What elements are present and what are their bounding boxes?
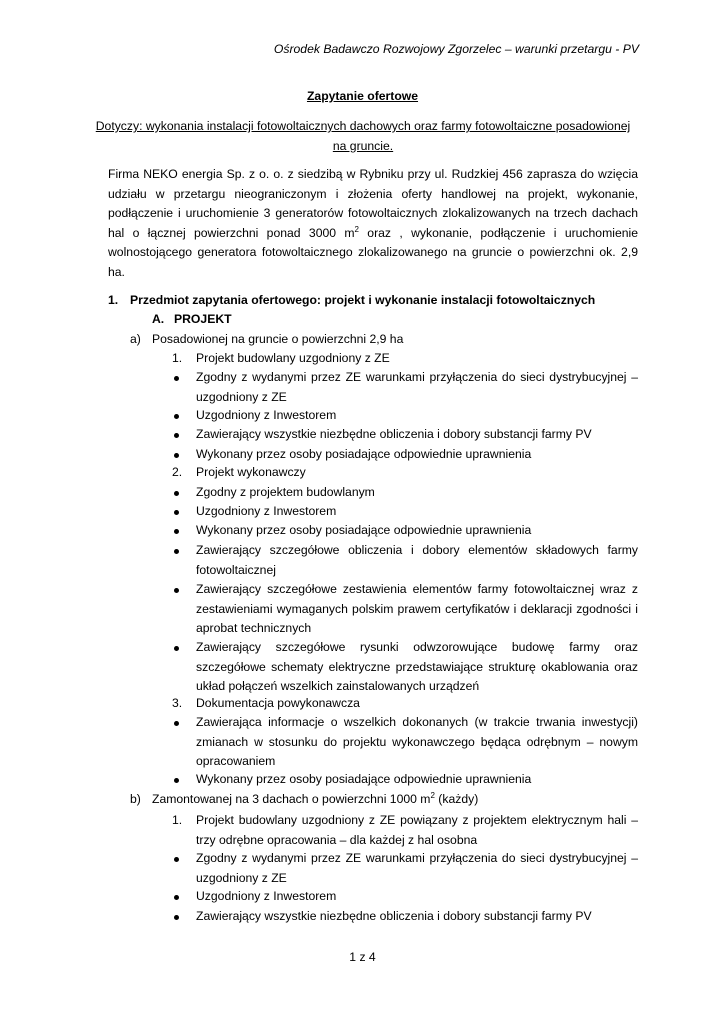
- bullet-icon: [174, 895, 179, 900]
- list-number: 3.: [172, 696, 183, 710]
- list-item: Zgodny z wydanymi przez ZE warunkami przyłączenia do sieci dystrybucyjnej – uzgodniony z ZE: [196, 370, 638, 404]
- bullet-icon: [174, 857, 179, 862]
- list-item: Zawierający wszystkie niezbędne obliczenia i dobory substancji farmy PV: [196, 909, 592, 923]
- bullet-icon: [174, 588, 179, 593]
- list-item: Uzgodniony z Inwestorem: [196, 889, 337, 903]
- list-item: Wykonany przez osoby posiadające odpowiednie uprawnienia: [196, 523, 532, 537]
- subsection-a-text: Posadowionej na gruncie o powierzchni 2,9 ha: [152, 332, 404, 346]
- list-item: Dokumentacja powykonawcza: [196, 696, 360, 710]
- intro-superscript: 2: [354, 224, 359, 234]
- bullet-icon: [174, 414, 179, 419]
- page-number: 1 z 4: [349, 950, 376, 964]
- page-header: Ośrodek Badawczo Rozwojowy Zgorzelec – warunki przetargu - PV: [273, 42, 639, 56]
- list-item: Zawierający szczegółowe zestawienia elementów farmy fotowoltaicznej wraz z zestawieniami wymaganych polskim prawem certyfikatów i deklaracji zgodności i aprobat technicznych: [196, 582, 638, 636]
- bullet-icon: [174, 510, 179, 515]
- subsection-b-text-before: Zamontowanej na 3 dachach o powierzchni 1000 m: [152, 792, 431, 806]
- list-item: Uzgodniony z Inwestorem: [196, 504, 337, 518]
- section-a-text: PROJEKT: [174, 312, 232, 326]
- subsection-b-letter: b): [130, 792, 141, 806]
- subject-line: Dotyczy: wykonania instalacji fotowoltaicznych dachowych oraz farmy fotowoltaiczne posadowionej na gruncie.: [95, 119, 631, 153]
- subsection-b: [130, 790, 478, 810]
- intro-text-after: oraz , wykonanie, podłączenie i uruchomienie wolnostojącego generatora fotowoltaicznego zlokalizowanego na gruncie o powierzchni ok. 2,9 ha.: [108, 225, 638, 279]
- list-item: Wykonany przez osoby posiadające odpowiednie uprawnienia: [196, 447, 532, 461]
- list-number: 1.: [172, 351, 183, 365]
- list-item: Zawierająca informacje o wszelkich dokonanych (w trakcie trwania inwestycji) zmianach w stosunku do projektu wykonawczego będąca odrębnym – nowym opracowaniem: [196, 715, 638, 769]
- list-item: Zawierający szczegółowe obliczenia i dobory elementów składowych farmy fotowoltaicznej: [196, 543, 638, 577]
- bullet-icon: [174, 646, 179, 651]
- list-item: Uzgodniony z Inwestorem: [196, 408, 337, 422]
- bullet-icon: [174, 915, 179, 920]
- bullet-icon: [174, 491, 179, 496]
- list-item: Projekt budowlany uzgodniony z ZE: [196, 351, 390, 365]
- list-item: Zgodny z projektem budowlanym: [196, 485, 375, 499]
- list-item: Zawierający wszystkie niezbędne obliczenia i dobory substancji farmy PV: [196, 427, 592, 441]
- list-item: Projekt budowlany uzgodniony z ZE powiązany z projektem elektrycznym hali – trzy odrębne opracowania – dla każdej z hal osobna: [196, 813, 638, 847]
- bullet-icon: [174, 529, 179, 534]
- section-1-heading: [108, 291, 638, 311]
- list-item: Zgodny z wydanymi przez ZE warunkami przyłączenia do sieci dystrybucyjnej – uzgodniony z ZE: [196, 851, 638, 885]
- list-item: Zawierający szczegółowe rysunki odwzorowujące budowę farmy oraz szczegółowe schematy elektryczne przedstawiające strukturę okablowania oraz układ połączeń wszelkich zainstalowanych urządzeń: [196, 640, 638, 694]
- document-title: Zapytanie ofertowe: [306, 89, 419, 103]
- bullet-icon: [174, 721, 179, 726]
- subsection-a: [130, 330, 403, 350]
- list-item: Wykonany przez osoby posiadające odpowiednie uprawnienia: [196, 772, 532, 786]
- bullet-icon: [174, 376, 179, 381]
- section-a-number: A.: [152, 312, 165, 326]
- bullet-icon: [174, 453, 179, 458]
- intro-paragraph: [108, 165, 638, 283]
- subsection-a-letter: a): [130, 332, 141, 346]
- section-1-text: Przedmiot zapytania ofertowego: projekt i wykonanie instalacji fotowoltaicznych: [130, 293, 596, 307]
- bullet-icon: [174, 778, 179, 783]
- section-a-heading: [152, 310, 232, 330]
- list-number: 2.: [172, 465, 183, 479]
- bullet-icon: [174, 549, 179, 554]
- intro-text-before: Firma NEKO energia Sp. z o. o. z siedzibą w Rybniku przy ul. Rudzkiej 456 zaprasza do wzięcia udziału w przetargu nieograniczonym i złożenia oferty handlowej na projekt, wykonanie, podłączenie i uruchomienie 3 generatorów fotowoltaicznych zlokalizowanych na trzech dachach hal o łącznej powierzchni ponad 3000 m: [108, 167, 638, 240]
- list-number: 1.: [172, 813, 183, 827]
- bullet-icon: [174, 433, 179, 438]
- subsection-b-superscript: 2: [430, 790, 435, 800]
- list-item: Projekt wykonawczy: [196, 465, 306, 479]
- section-1-number: 1.: [108, 293, 119, 307]
- subsection-b-text-after: (każdy): [434, 792, 479, 806]
